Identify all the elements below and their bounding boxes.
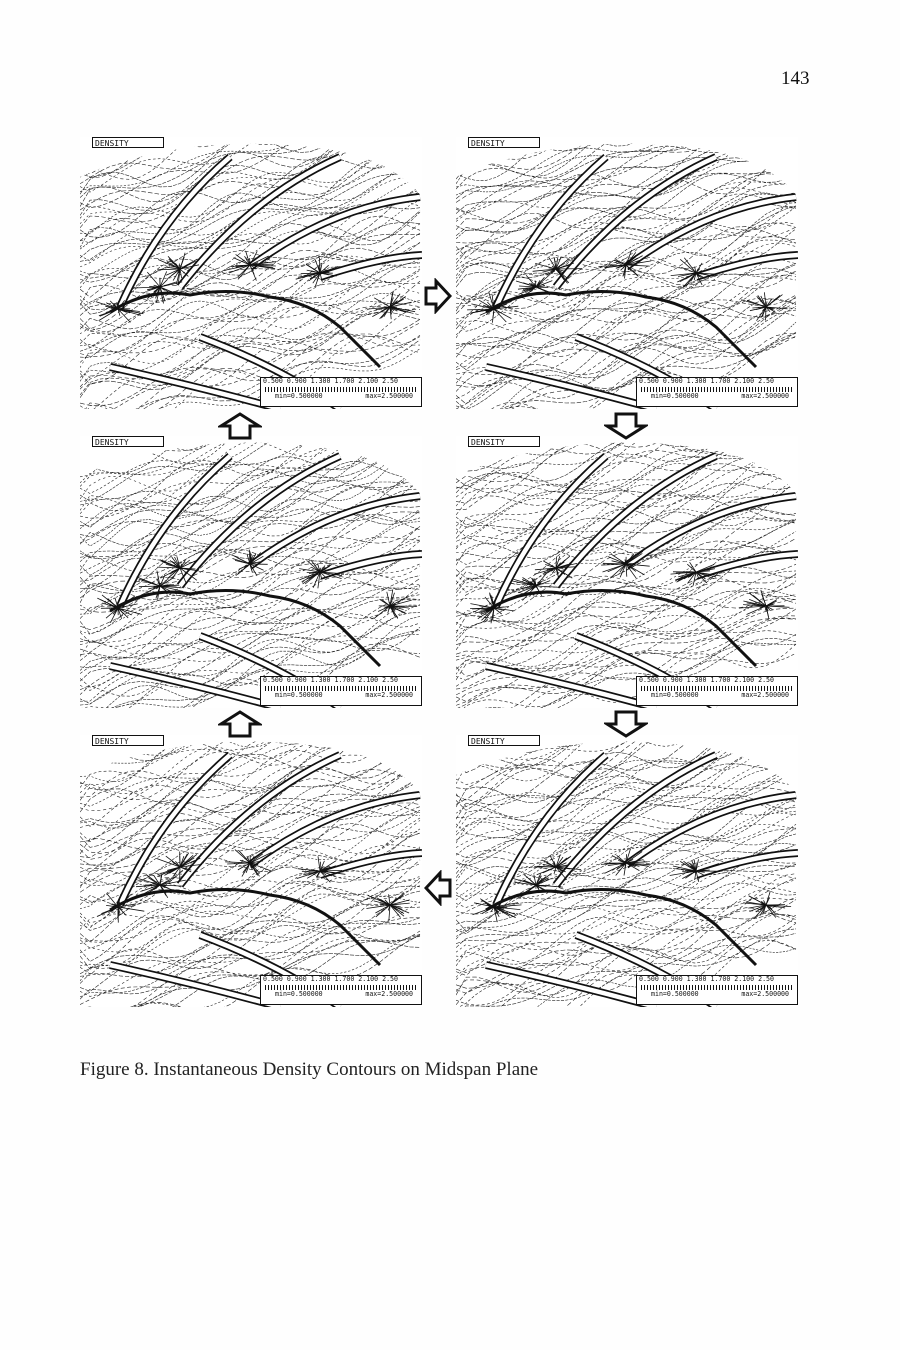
shock-contour <box>147 272 160 287</box>
shock-contour <box>543 867 556 873</box>
contour-line <box>456 456 796 538</box>
blade <box>110 666 280 708</box>
shock-contour <box>320 258 321 273</box>
legend-levels: 0.500 0.900 1.300 1.700 2.100 2.50 <box>639 975 774 983</box>
contour-legend <box>636 377 798 407</box>
legend-levels: 0.500 0.900 1.300 1.700 2.100 2.50 <box>263 676 398 684</box>
legend-max: max=2.500000 <box>365 690 413 699</box>
shock-contour <box>494 309 506 322</box>
shock-contour <box>160 880 172 885</box>
contour-line <box>456 436 796 510</box>
density-contour-panel-3 <box>80 436 422 708</box>
contour-line <box>456 781 796 869</box>
contour-plot <box>456 137 798 409</box>
contour-line <box>456 770 796 864</box>
arrow-down-icon <box>604 710 648 738</box>
panel-label: DENSITY <box>92 735 164 746</box>
blade-outline <box>120 157 230 307</box>
shock-contour <box>494 309 511 319</box>
density-contour-panel-5 <box>80 735 422 1007</box>
contour-plot <box>456 436 798 708</box>
shock-contour <box>374 298 390 307</box>
contour-line <box>80 234 420 315</box>
panel-label: DENSITY <box>468 436 540 447</box>
legend-min: min=0.500000 <box>651 989 699 998</box>
legend-min: min=0.500000 <box>651 690 699 699</box>
contour-legend <box>260 377 422 407</box>
contour-plot <box>80 137 422 409</box>
contour-line <box>456 161 796 239</box>
arrow-left-icon <box>424 870 452 906</box>
arrow-down-icon <box>604 412 648 440</box>
arrow-right-icon <box>424 278 452 314</box>
contour-line <box>80 775 420 866</box>
shock-contour <box>320 862 321 871</box>
contour-line <box>80 256 420 335</box>
contour-line <box>456 484 796 562</box>
blade-outline <box>120 456 230 606</box>
contour-plot <box>80 735 422 1007</box>
density-contour-panel-1 <box>80 137 422 409</box>
contour-plot <box>456 735 798 1007</box>
arrow-up-icon <box>218 710 262 738</box>
figure-caption: Figure 8. Instantaneous Density Contours on Midspan Plane <box>80 1059 539 1080</box>
panel-label: DENSITY <box>468 137 540 148</box>
contour-line <box>456 748 796 835</box>
legend-levels: 0.500 0.900 1.300 1.700 2.100 2.50 <box>639 676 774 684</box>
legend-levels: 0.500 0.900 1.300 1.700 2.100 2.50 <box>263 975 398 983</box>
blade <box>110 965 280 1007</box>
legend-max: max=2.500000 <box>365 989 413 998</box>
panel-label: DENSITY <box>468 735 540 746</box>
contour-line <box>80 482 420 562</box>
contour-line <box>80 436 420 511</box>
contour-line <box>80 436 420 510</box>
legend-color-ticks <box>641 985 793 990</box>
contour-legend <box>260 676 422 706</box>
legend-min: min=0.500000 <box>275 391 323 400</box>
blade <box>120 157 230 307</box>
legend-color-ticks <box>641 387 793 392</box>
arrow-up-icon <box>218 412 262 440</box>
contour-legend <box>260 975 422 1005</box>
legend-min: min=0.500000 <box>275 690 323 699</box>
legend-max: max=2.500000 <box>365 391 413 400</box>
legend-color-ticks <box>265 387 417 392</box>
contour-legend <box>636 975 798 1005</box>
density-contour-panel-4 <box>456 436 798 708</box>
density-contour-panel-2 <box>456 137 798 409</box>
contour-plot <box>80 436 422 708</box>
shock-contour <box>374 606 391 619</box>
legend-min: min=0.500000 <box>651 391 699 400</box>
contour-line <box>456 188 796 267</box>
contour-line <box>456 771 796 866</box>
blade-outline <box>496 755 606 905</box>
legend-color-ticks <box>265 985 417 990</box>
contour-legend <box>636 676 798 706</box>
legend-color-ticks <box>265 686 417 691</box>
legend-levels: 0.500 0.900 1.300 1.700 2.100 2.50 <box>263 377 398 385</box>
shock-contour <box>611 564 626 578</box>
shock-contour <box>390 606 404 607</box>
shock-contour <box>166 856 180 867</box>
legend-max: max=2.500000 <box>741 391 789 400</box>
legend-min: min=0.500000 <box>275 989 323 998</box>
panel-label: DENSITY <box>92 436 164 447</box>
contour-line <box>456 137 796 214</box>
contour-line <box>456 735 796 810</box>
blade <box>496 755 606 905</box>
contour-line <box>456 475 796 566</box>
contour-line <box>80 439 420 546</box>
contour-line <box>456 137 796 212</box>
shock-contour <box>493 309 494 318</box>
legend-color-ticks <box>641 686 793 691</box>
contour-line <box>456 137 796 213</box>
shock-contour <box>235 560 250 564</box>
page-number: 143 <box>781 68 810 89</box>
legend-max: max=2.500000 <box>741 989 789 998</box>
contour-line <box>80 144 420 243</box>
contour-line <box>80 735 420 811</box>
shock-contour <box>318 856 320 871</box>
shock-contour <box>160 271 167 287</box>
contour-line <box>456 749 796 832</box>
blade <box>120 456 230 606</box>
blade <box>486 666 656 708</box>
legend-levels: 0.500 0.900 1.300 1.700 2.100 2.50 <box>639 377 774 385</box>
contour-line <box>80 752 420 842</box>
contour-line <box>456 222 796 319</box>
panel-label: DENSITY <box>92 137 164 148</box>
shock-contour <box>680 259 696 273</box>
legend-max: max=2.500000 <box>741 690 789 699</box>
shock-contour <box>157 571 160 586</box>
density-contour-panel-6 <box>456 735 798 1007</box>
